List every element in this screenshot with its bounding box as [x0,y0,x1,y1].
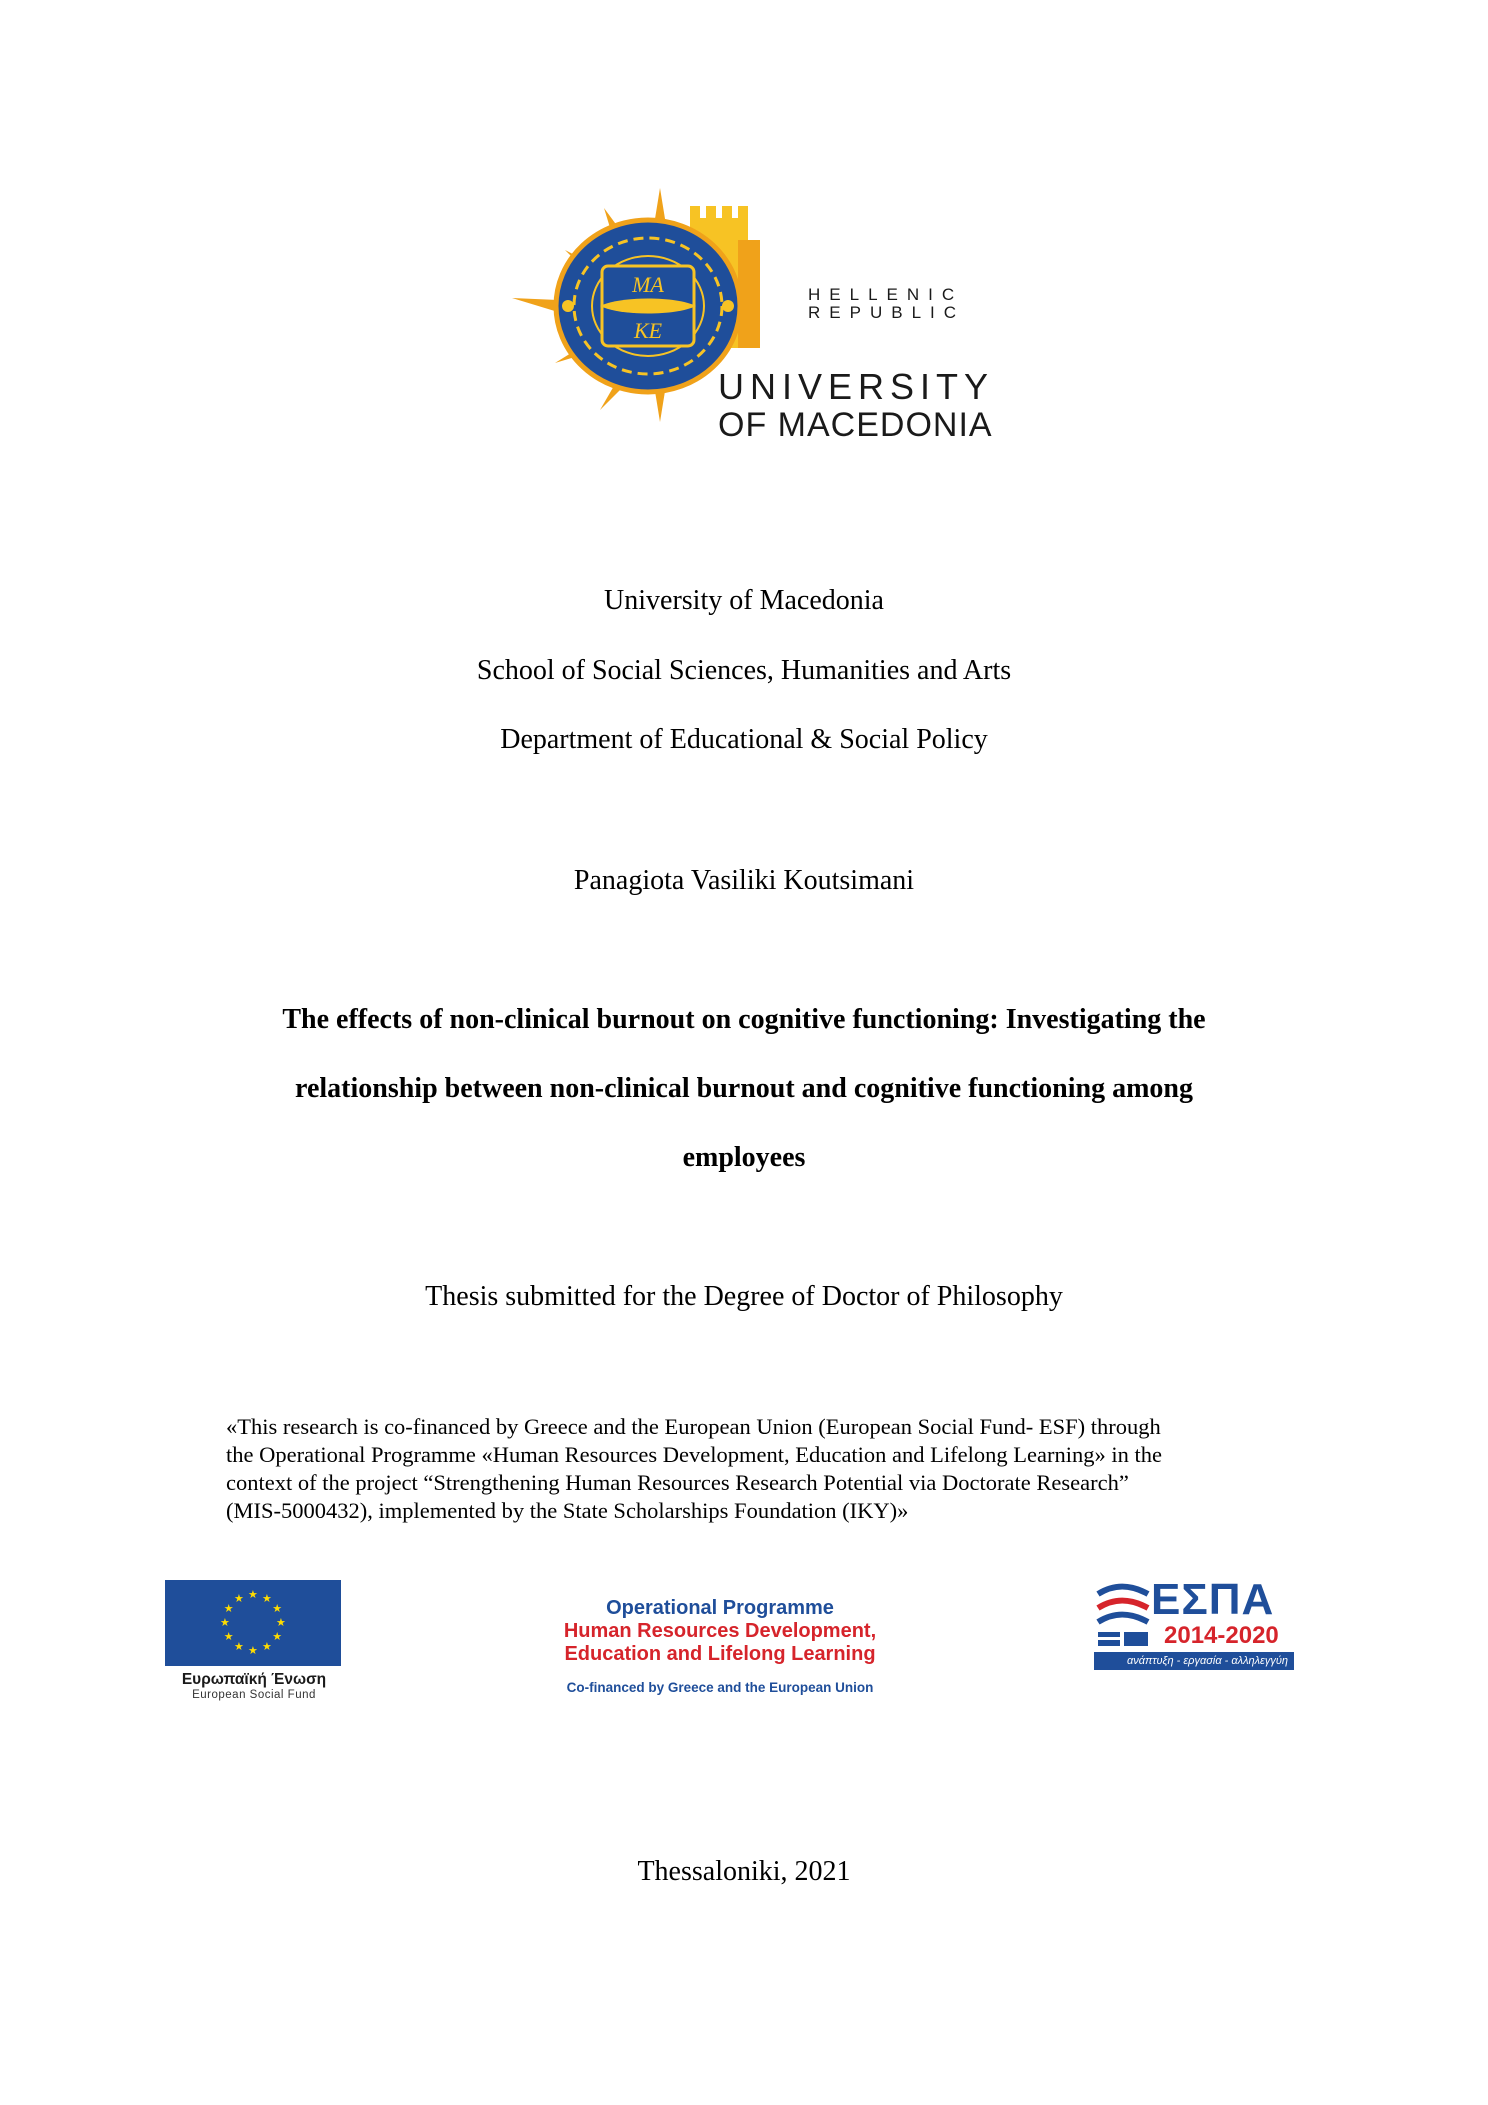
eu-star-icon: ★ [248,1644,258,1657]
eu-logo [165,1580,343,1702]
espa-logo [1094,1575,1294,1670]
op-line: Human Resources Development, [563,1620,877,1642]
logo-university-text: UNIVERSITY [718,366,995,407]
eu-star-icon: ★ [220,1616,230,1629]
eu-star-icon: ★ [234,1640,244,1654]
funding-line: context of the project “Strengthening Human Resources Research Potential via Doctorate Research” [226,1470,1129,1495]
logo-of-macedonia-text: OF MACEDONIA [718,406,993,444]
school-name: School of Social Sciences, Humanities and Arts [476,655,1012,686]
espa-wave-icon [1094,1580,1150,1650]
eu-name: Ευρωπαϊκή Ένωση [181,1671,327,1688]
department-name: Department of Educational & Social Policy [500,724,988,755]
eu-star-icon: ★ [223,1602,234,1615]
funding-line: the Operational Programme «Human Resources Development, Education and Lifelong Learning» in the [226,1442,1162,1467]
svg-text:ΜΑ: ΜΑ [632,272,664,297]
logo-hellenic-text: HELLENIC [808,285,964,304]
logo-hellenic-republic [808,286,965,322]
svg-text:ΚΕ: ΚΕ [633,318,663,343]
eu-star-icon: ★ [272,1630,283,1643]
university-name: University of Macedonia [604,585,884,616]
espa-years: 2014-2020 [1164,1622,1279,1649]
op-cofinanced: Co-financed by Greece and the European Union [566,1680,874,1695]
logo-republic-text: REPUBLIC [808,303,966,322]
eu-fund: European Social Fund [192,1689,316,1701]
op-line: Education and Lifelong Learning [564,1643,876,1665]
funding-line: «This research is co-financed by Greece and the European Union (European Social Fund- ESF) through [226,1414,1161,1439]
funding-statement [226,1413,1269,1525]
thesis-title-line-3: employees [682,1142,806,1173]
eu-flag-icon [165,1580,341,1666]
thesis-title-line-1: The effects of non-clinical burnout on cognitive functioning: Investigating the [282,1004,1206,1035]
eu-star-icon: ★ [248,1588,258,1601]
place-date: Thessaloniki, 2021 [637,1856,851,1887]
university-logo [500,180,1020,455]
eu-star-icon: ★ [262,1640,272,1654]
op-title: Operational Programme [606,1597,834,1619]
espa-title: ΕΣΠΑ [1151,1575,1275,1624]
eu-star-icon: ★ [234,1591,244,1605]
degree-statement: Thesis submitted for the Degree of Doctor of Philosophy [425,1281,1063,1312]
eu-star-icon: ★ [223,1630,234,1643]
eu-star-icon: ★ [272,1602,283,1615]
operational-programme-logo [500,1597,940,1696]
espa-slogan: ανάπτυξη - εργασία - αλληλεγγύη [1094,1652,1294,1670]
eu-star-icon: ★ [262,1591,272,1605]
funding-line: (MIS-5000432), implemented by the State Scholarships Foundation (IKY)» [226,1498,909,1523]
thesis-title-line-2: relationship between non-clinical burnout and cognitive functioning among [295,1073,1193,1104]
eu-star-icon: ★ [276,1616,286,1629]
author-name: Panagiota Vasiliki Koutsimani [573,865,915,896]
